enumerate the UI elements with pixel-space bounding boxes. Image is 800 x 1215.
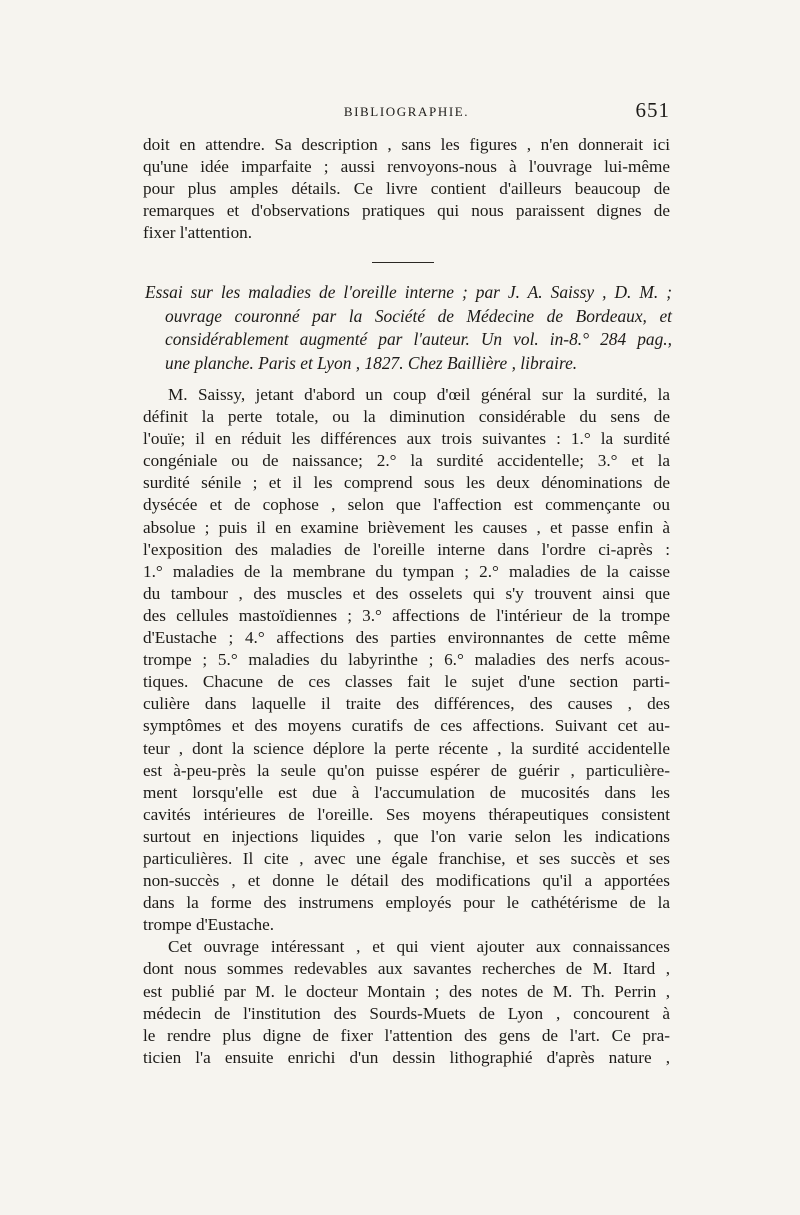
text-line: non-succès , et donne le détail des modifications qu'il a apportées (143, 871, 670, 891)
running-head: BIBLIOGRAPHIE. (343, 104, 470, 119)
text-line: l'exposition des maladies de l'oreille interne dans l'ordre ci-après : (143, 539, 670, 559)
heading-line: Essai sur les maladies de l'oreille interne ; par J. A. Saissy , D. M. ; (145, 282, 672, 302)
text-line: trompe ; 5.° maladies du labyrinthe ; 6.° maladies des nerfs acous- (143, 650, 670, 670)
text-line: particulières. Il cite , avec une égale franchise, et ses succès et ses (143, 848, 670, 868)
text-line: remarques et d'observations pratiques qui nous paraissent dignes de (143, 201, 670, 221)
text-line: doit en attendre. Sa description , sans les figures , n'en donnerait ici (143, 135, 670, 154)
review-heading (145, 281, 672, 375)
text-line: dans la forme des instrumens employés pour le cathétérisme de la (143, 893, 670, 913)
section-divider (372, 262, 434, 263)
heading-line: une planche. Paris et Lyon , 1827. Chez Baillière , libraire. (165, 352, 578, 373)
text-line: 1.° maladies de la membrane du tympan ; 2.° maladies de la caisse (143, 561, 670, 581)
text-line: trompe d'Eustache. (143, 915, 275, 935)
text-line: culière dans laquelle il traite des différences, des causes , des (143, 694, 670, 714)
heading-line: considérablement augmenté par l'auteur. Un vol. in-8.° 284 pag., (165, 329, 672, 349)
page-header (143, 98, 670, 128)
text-line: tiques. Chacune de ces classes fait le sujet d'une section parti- (143, 672, 670, 692)
text-line: qu'une idée imparfaite ; aussi renvoyons-nous à l'ouvrage lui-même (143, 157, 670, 177)
text-line: le rendre plus digne de fixer l'attention des gens de l'art. Ce pra- (143, 1025, 670, 1045)
continuation-paragraph (143, 134, 670, 244)
page-number: 651 (635, 98, 670, 122)
text-line: ticien l'a ensuite enrichi d'un dessin lithographié d'après nature , (143, 1047, 670, 1067)
text-line: est à-peu-près la seule qu'on puisse espérer de guérir , particulière- (143, 760, 670, 780)
text-line: dysécée et de cophose , selon que l'affection est commençante ou (143, 495, 670, 515)
text-line: dont nous sommes redevables aux savantes recherches de M. Itard , (143, 959, 670, 979)
text-line: cavités intérieures de l'oreille. Ses moyens thérapeutiques consistent (143, 804, 670, 824)
text-line: surtout en injections liquides , que l'on varie selon les indications (143, 826, 670, 846)
text-line: des cellules mastoïdiennes ; 3.° affections de l'intérieur de la trompe (143, 605, 670, 625)
text-line: d'Eustache ; 4.° affections des parties environnantes de cette même (143, 628, 670, 648)
text-line: médecin de l'institution des Sourds-Muets de Lyon , concourent à (143, 1003, 670, 1023)
text-line: surdité sénile ; et il les comprend sous les deux dénominations de (143, 473, 670, 493)
text-line: Cet ouvrage intéressant , et qui vient ajouter aux connaissances (168, 937, 670, 957)
heading-line: ouvrage couronné par la Société de Médecine de Bordeaux, et (165, 305, 672, 326)
text-line: teur , dont la science déplore la perte récente , la surdité accidentelle (143, 738, 670, 758)
text-line: congéniale ou de naissance; 2.° la surdité accidentelle; 3.° et la (143, 451, 670, 471)
text-line: absolue ; puis il en examine brièvement les causes , et passe enfin à (143, 517, 670, 537)
text-line: du tambour , des muscles et des osselets qui s'y trouvent ainsi que (143, 583, 670, 603)
text-line: l'ouïe; il en réduit les différences aux trois suivantes : 1.° la surdité (143, 429, 670, 449)
text-line: pour plus amples détails. Ce livre contient d'ailleurs beaucoup de (143, 179, 670, 199)
text-line: fixer l'attention. (143, 223, 253, 243)
text-line: est publié par M. le docteur Montain ; des notes de M. Th. Perrin , (143, 981, 670, 1001)
text-line: ment lorsqu'elle est due à l'accumulation de mucosités dans les (143, 782, 670, 802)
text-line: définit la perte totale, ou la diminution considérable du sens de (143, 407, 670, 427)
review-body (143, 384, 670, 1069)
text-line: M. Saissy, jetant d'abord un coup d'œil général sur la surdité, la (168, 385, 670, 404)
text-line: symptômes et des moyens curatifs de ces affections. Suivant cet au- (143, 716, 670, 736)
